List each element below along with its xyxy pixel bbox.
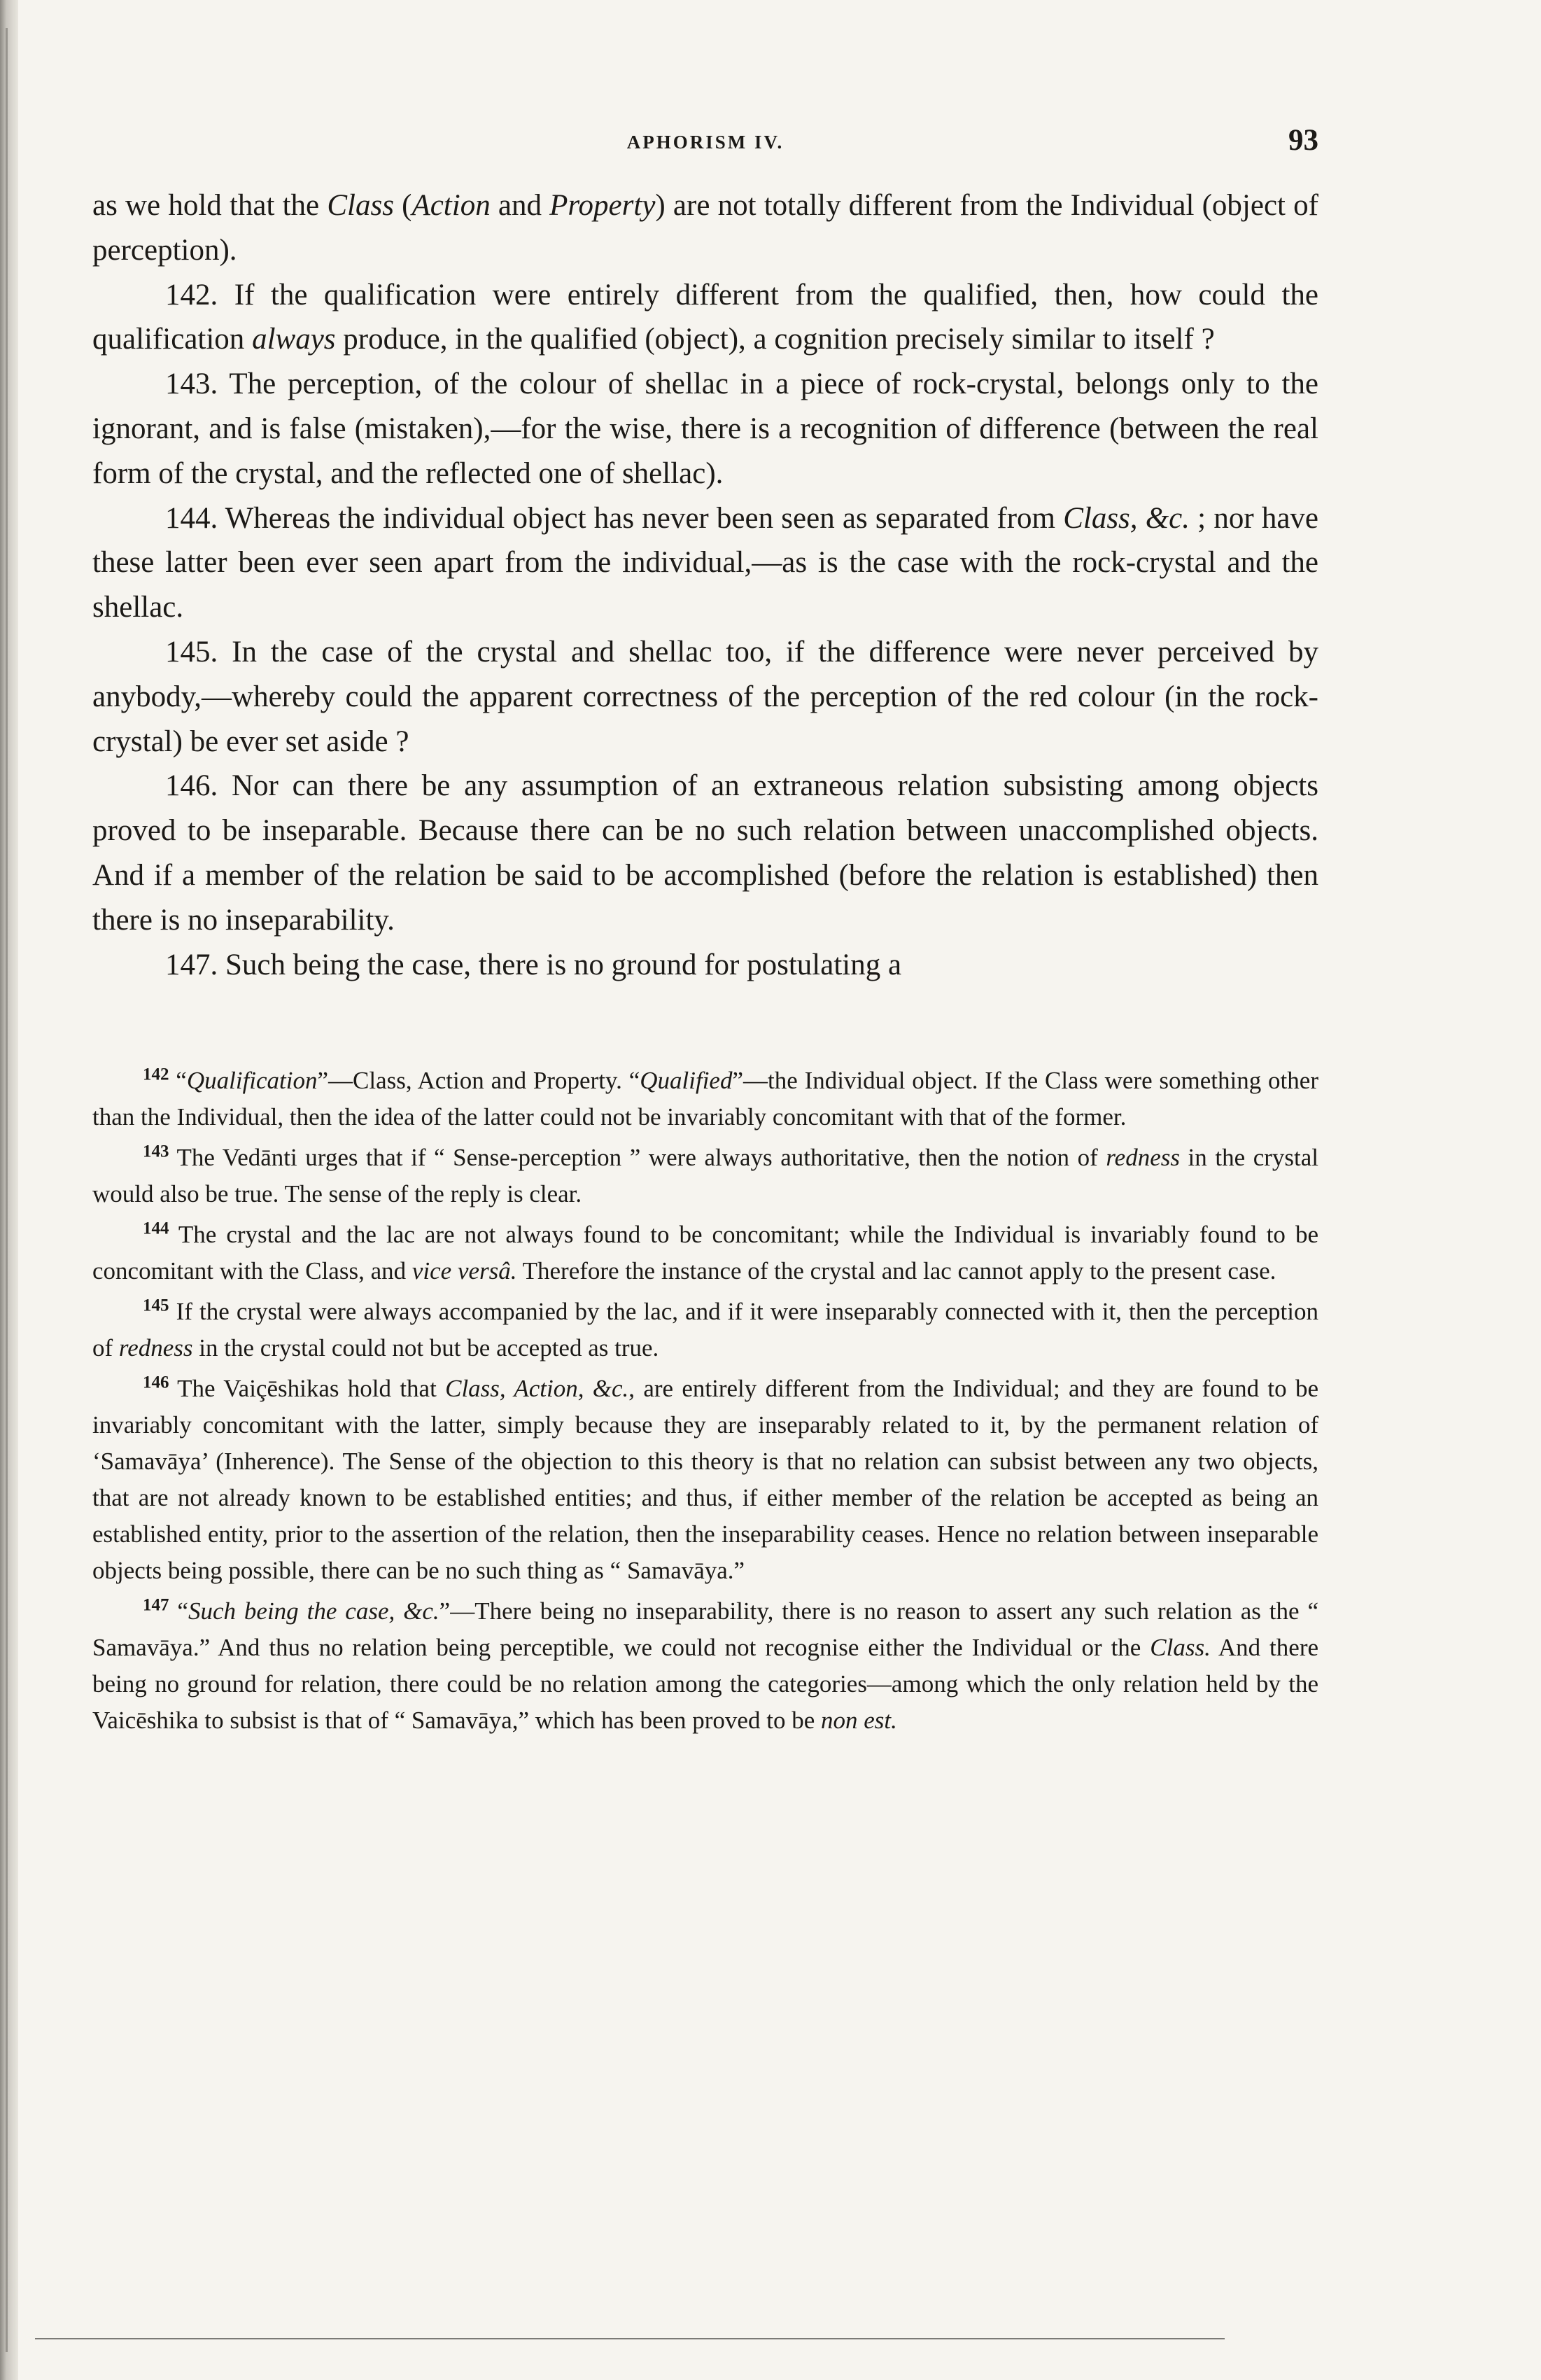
running-head: APHORISM IV. <box>626 132 784 153</box>
footnote-145: $^{145}$ If the crystal were always accompanied by the lac, and if it were inseparably connected with it, then the perception of redness in the crystal could not but be accepted as true. <box>92 1296 1318 1362</box>
footnote-146: $^{146}$ The Vaiçēshikas hold that Class, Action, &c., are entirely different from the Individual; and they are found to be invariably concomitant with the latter, simply because they are inseparably related to it, by the permanent relation of ‘Samavāya’ (Inherence). The Sense of the objection to this theory is that no relation can subsist between any two objects, that are not already known to be established entities; and thus, if either member of the relation be accepted as being an established entity, prior to the assertion of the relation, then the inseparability ceases. Hence no relation between inseparable objects being possible, there can be no such thing as “ Samavāya.” <box>92 1373 1318 1585</box>
aphorism-number: 145. <box>165 635 218 668</box>
footnote-147: $^{147}$ “Such being the case, &c.”—There being no inseparability, there is no reason to assert any such relation as the “ Samavāya.” And thus no relation being perceptible, we could not recognise either the Individual or the Class. And there being no ground for relation, there could be no relation among the categories—among which the only relation held by the Vaicēshika to subsist is that of “ Samavāya,” which has been proved to be non est. <box>92 1595 1319 1735</box>
footnote-number: 145 <box>143 1296 169 1315</box>
footnote-number: 147 <box>143 1595 169 1615</box>
paragraph-intro: as we hold that the Class (Action and Property) are not totally different from the Individual (object of perception). <box>92 189 1318 267</box>
page-binding-edge <box>0 0 18 2380</box>
aphorism-147: 147. Such being the case, there is no ground for postulating a <box>165 948 902 981</box>
main-text <box>92 183 1318 987</box>
aphorism-144: 144. Whereas the individual object has never been seen as separated from Class, &c. ; nor have these latter been ever seen apart from the individual,—as is the case with the rock-crystal and the shellac. <box>92 501 1318 624</box>
aphorism-number: 144. <box>165 501 218 535</box>
footnote-number: 142 <box>143 1065 169 1084</box>
page-number: 93 <box>1288 124 1318 157</box>
aphorism-146: 146. Nor can there be any assumption of an extraneous relation subsisting among objects proved to be inseparable. Because there can be no such relation between unaccomplished objects. And if a member of the relation be said to be accomplished (before the relation is established) then there is no inseparability. <box>92 769 1318 937</box>
aphorism-142: 142. If the qualification were entirely different from the qualified, then, how could the qualification always produce, in the qualified (object), a cognition precisely similar to itself ? <box>92 278 1318 356</box>
aphorism-145: 145. In the case of the crystal and shellac too, if the difference were never perceived by anybody,—whereby could the apparent correctness of the perception of the red colour (in the rock-crystal) be ever set aside ? <box>92 635 1318 758</box>
page-header <box>92 105 1318 168</box>
aphorism-number: 147. <box>165 948 218 981</box>
aphorism-143: 143. The perception, of the colour of shellac in a piece of rock-crystal, belongs only to the ignorant, and is false (mistaken),—for the wise, there is a recognition of difference (between the real form of the crystal, and the reflected one of shellac). <box>92 368 1318 490</box>
footnote-number: 146 <box>143 1373 169 1392</box>
page-bottom-rule <box>35 2338 1225 2339</box>
footnote-142: $^{142}$ “Qualification”—Class, Action and Property. “Qualified”—the Individual object. If the Class were something other than the Individual, then the idea of the latter could not be invariably concomitant with that of the former. <box>92 1065 1318 1131</box>
footnotes <box>92 1063 1318 1739</box>
book-page <box>92 105 1318 1739</box>
footnote-144: $^{144}$ The crystal and the lac are not always found to be concomitant; while the Individual is invariably found to be concomitant with the Class, and vice versâ. Therefore the instance of the crystal and lac cannot apply to the present case. <box>92 1219 1318 1285</box>
footnote-number: 143 <box>143 1142 169 1161</box>
footnote-143: $^{143}$ The Vedānti urges that if “ Sense-perception ” were always authoritative, then the notion of redness in the crystal would also be true. The sense of the reply is clear. <box>92 1142 1318 1208</box>
aphorism-number: 142. <box>165 278 218 312</box>
footnote-number: 144 <box>143 1219 169 1238</box>
aphorism-number: 146. <box>165 769 218 803</box>
aphorism-number: 143. <box>165 368 218 401</box>
